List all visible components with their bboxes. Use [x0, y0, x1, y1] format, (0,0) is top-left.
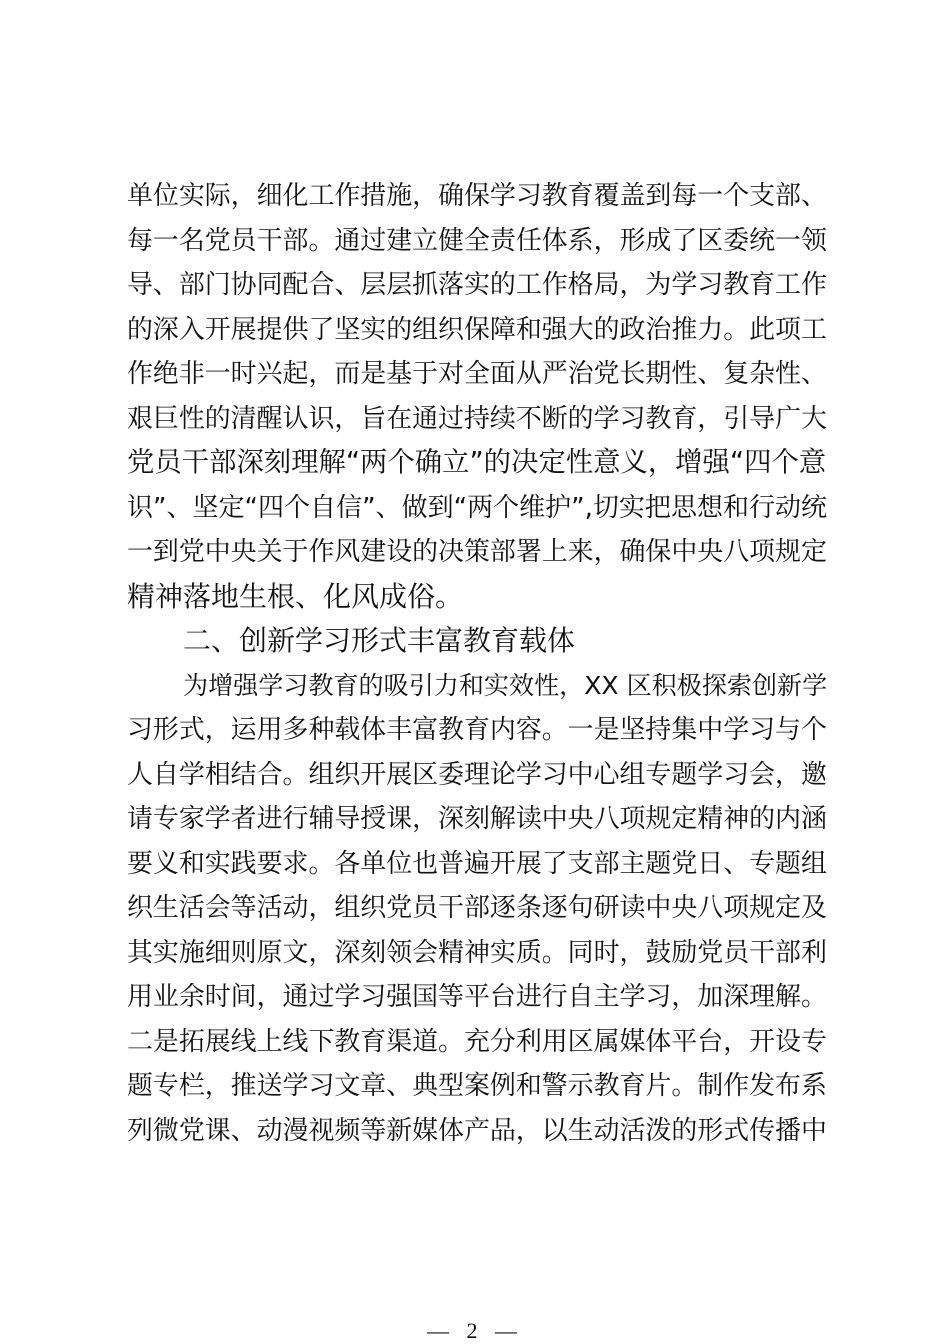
section-heading: 二、创新学习形式丰富教育载体 [183, 624, 576, 657]
text-line: 织生活会等活动，组织党员干部逐条逐句研读中央八项规定及 [127, 893, 827, 923]
text-line: 精神落地生根、化风成俗。 [127, 579, 464, 613]
text-line: 艰巨性的清醒认识，旨在通过持续不断的学习教育，引导广大 [127, 403, 827, 434]
page-number: — 2 — [427, 1318, 523, 1343]
text-line: 要义和实践要求。各单位也普遍开展了支部主题党日、专题组 [127, 848, 827, 879]
text-line: 为增强学习教育的吸引力和实效性，XX 区积极探索创新学 [183, 670, 828, 700]
text-line: 习形式，运用多种载体丰富教育内容。一是坚持集中学习与个 [127, 715, 827, 745]
text-line: 列微党课、动漫视频等新媒体产品，以生动活泼的形式传播中 [127, 1115, 827, 1146]
text-line: 一到党中央关于作风建设的决策部署上来，确保中央八项规定 [127, 537, 827, 567]
document-body [127, 174, 827, 1153]
text-line: 党员干部深刻理解“两个确立”的决定性意义，增强“四个意 [127, 447, 827, 478]
text-line: 每一名党员干部。通过建立健全责任体系，形成了区委统一领 [127, 225, 827, 256]
text-line: 人自学相结合。组织开展区委理论学习中心组专题学习会，邀 [127, 759, 827, 790]
text-line: 的深入开展提供了坚实的组织保障和强大的政治推力。此项工 [127, 314, 827, 345]
text-line: 二是拓展线上线下教育渠道。充分利用区属媒体平台，开设专 [127, 1026, 827, 1057]
text-line: 识”、坚定“四个自信”、做到“两个维护”,切实把思想和行动统 [127, 492, 828, 523]
text-line: 导、部门协同配合、层层抓落实的工作格局，为学习教育工作 [127, 270, 827, 300]
text-line: 用业余时间，通过学习强国等平台进行自主学习，加深理解。 [127, 982, 827, 1012]
text-line: 题专栏，推送学习文章、典型案例和警示教育片。制作发布系 [127, 1071, 827, 1101]
text-line: 其实施细则原文，深刻领会精神实质。同时，鼓励党员干部利 [127, 937, 827, 968]
text-line: 单位实际，细化工作措施，确保学习教育覆盖到每一个支部、 [127, 181, 827, 211]
text-line: 作绝非一时兴起，而是基于对全面从严治党长期性、复杂性、 [127, 359, 827, 389]
text-line: 请专家学者进行辅导授课，深刻解读中央八项规定精神的内涵 [127, 804, 827, 834]
